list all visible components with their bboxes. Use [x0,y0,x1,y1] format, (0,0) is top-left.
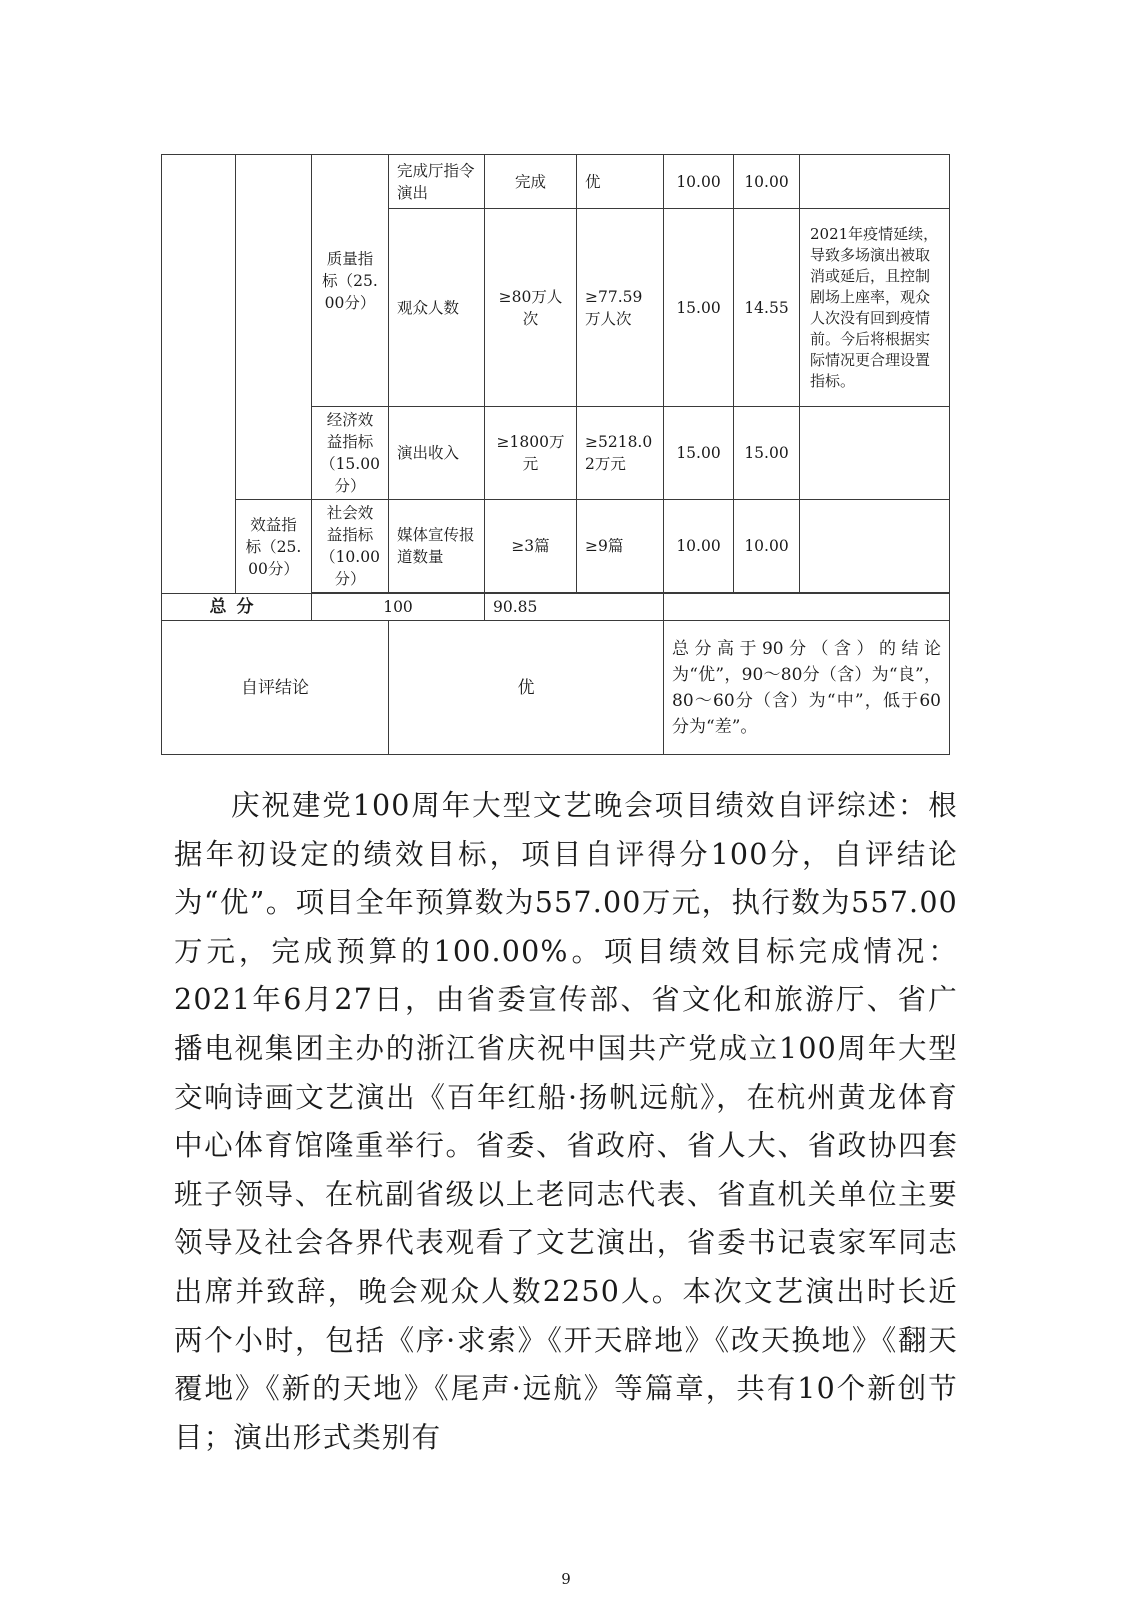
quality-indicator-label: 质量指标（25.00分） [312,155,389,407]
weight-value: 10.00 [664,155,734,209]
note-cell: 2021年疫情延续，导致多场演出被取消或延后，且控制剧场上座率，观众人次没有回到疫情前。今后将根据实际情况更合理设置指标。 [800,209,950,407]
level1-cell [162,155,236,594]
score-value: 10.00 [734,155,800,209]
indicator-name: 演出收入 [389,407,485,500]
performance-table [161,154,950,755]
weight-value: 10.00 [664,500,734,593]
score-value: 15.00 [734,407,800,500]
score-value: 14.55 [734,209,800,407]
indicator-name: 观众人数 [389,209,485,407]
page-number: 9 [561,1570,571,1588]
actual-value: 优 [577,155,664,209]
economic-indicator-label: 经济效益指标（15.00分） [312,407,389,500]
benefit-indicator-label: 效益指标（25.00分） [236,500,312,594]
conclusion-value: 优 [389,621,664,755]
indicator-name: 完成厅指令演出 [389,155,485,209]
score-value: 10.00 [734,500,800,593]
table-row [162,155,950,209]
actual-value: ≥5218.02万元 [577,407,664,500]
summary-paragraph: 庆祝建党100周年大型文艺晚会项目绩效自评综述：根据年初设定的绩效目标，项目自评得分100分，自评结论为“优”。项目全年预算数为557.00万元，执行数为557.00万元，完成预算的100.00%。项目绩效目标完成情况：2021年6月27日，由省委宣传部、省文化和旅游厅、省广播电视集团主办的浙江省庆祝中国共产党成立100周年大型交响诗画文艺演出《百年红船·扬帆远航》，在杭州黄龙体育中心体育馆隆重举行。省委、省政府、省人大、省政协四套班子领导、在杭副省级以上老同志代表、省直机关单位主要领导及社会各界代表观看了文艺演出，省委书记袁家军同志出席并致辞，晚会观众人数2250人。本次文艺演出时长近两个小时，包括《序·求索》《开天辟地》《改天换地》《翻天覆地》《新的天地》《尾声·远航》等篇章，共有10个新创节目；演出形式类别有 [174,789,958,1454]
note-cell [800,155,950,209]
target-value: ≥1800万元 [485,407,577,500]
total-weight: 100 [312,594,485,621]
conclusion-note: 总分高于90分（含）的结论为“优”，90～80分（含）为“良”，80～60分（含）为“中”，低于60分为“差”。 [664,621,950,755]
actual-value: ≥9篇 [577,500,664,593]
target-value: 完成 [485,155,577,209]
total-label: 总分 [162,594,312,621]
note-cell [800,500,950,593]
table-row [162,500,950,593]
target-value: ≥80万人次 [485,209,577,407]
conclusion-row [162,621,950,755]
total-score: 90.85 [485,594,664,621]
total-empty-cell [664,594,950,621]
weight-value: 15.00 [664,407,734,500]
level2-cell [236,155,312,500]
total-row [162,594,950,621]
social-indicator-label: 社会效益指标（10.00分） [312,500,389,593]
actual-value: ≥77.59万人次 [577,209,664,407]
conclusion-label: 自评结论 [162,621,389,755]
note-cell [800,407,950,500]
target-value: ≥3篇 [485,500,577,593]
indicator-name: 媒体宣传报道数量 [389,500,485,593]
weight-value: 15.00 [664,209,734,407]
